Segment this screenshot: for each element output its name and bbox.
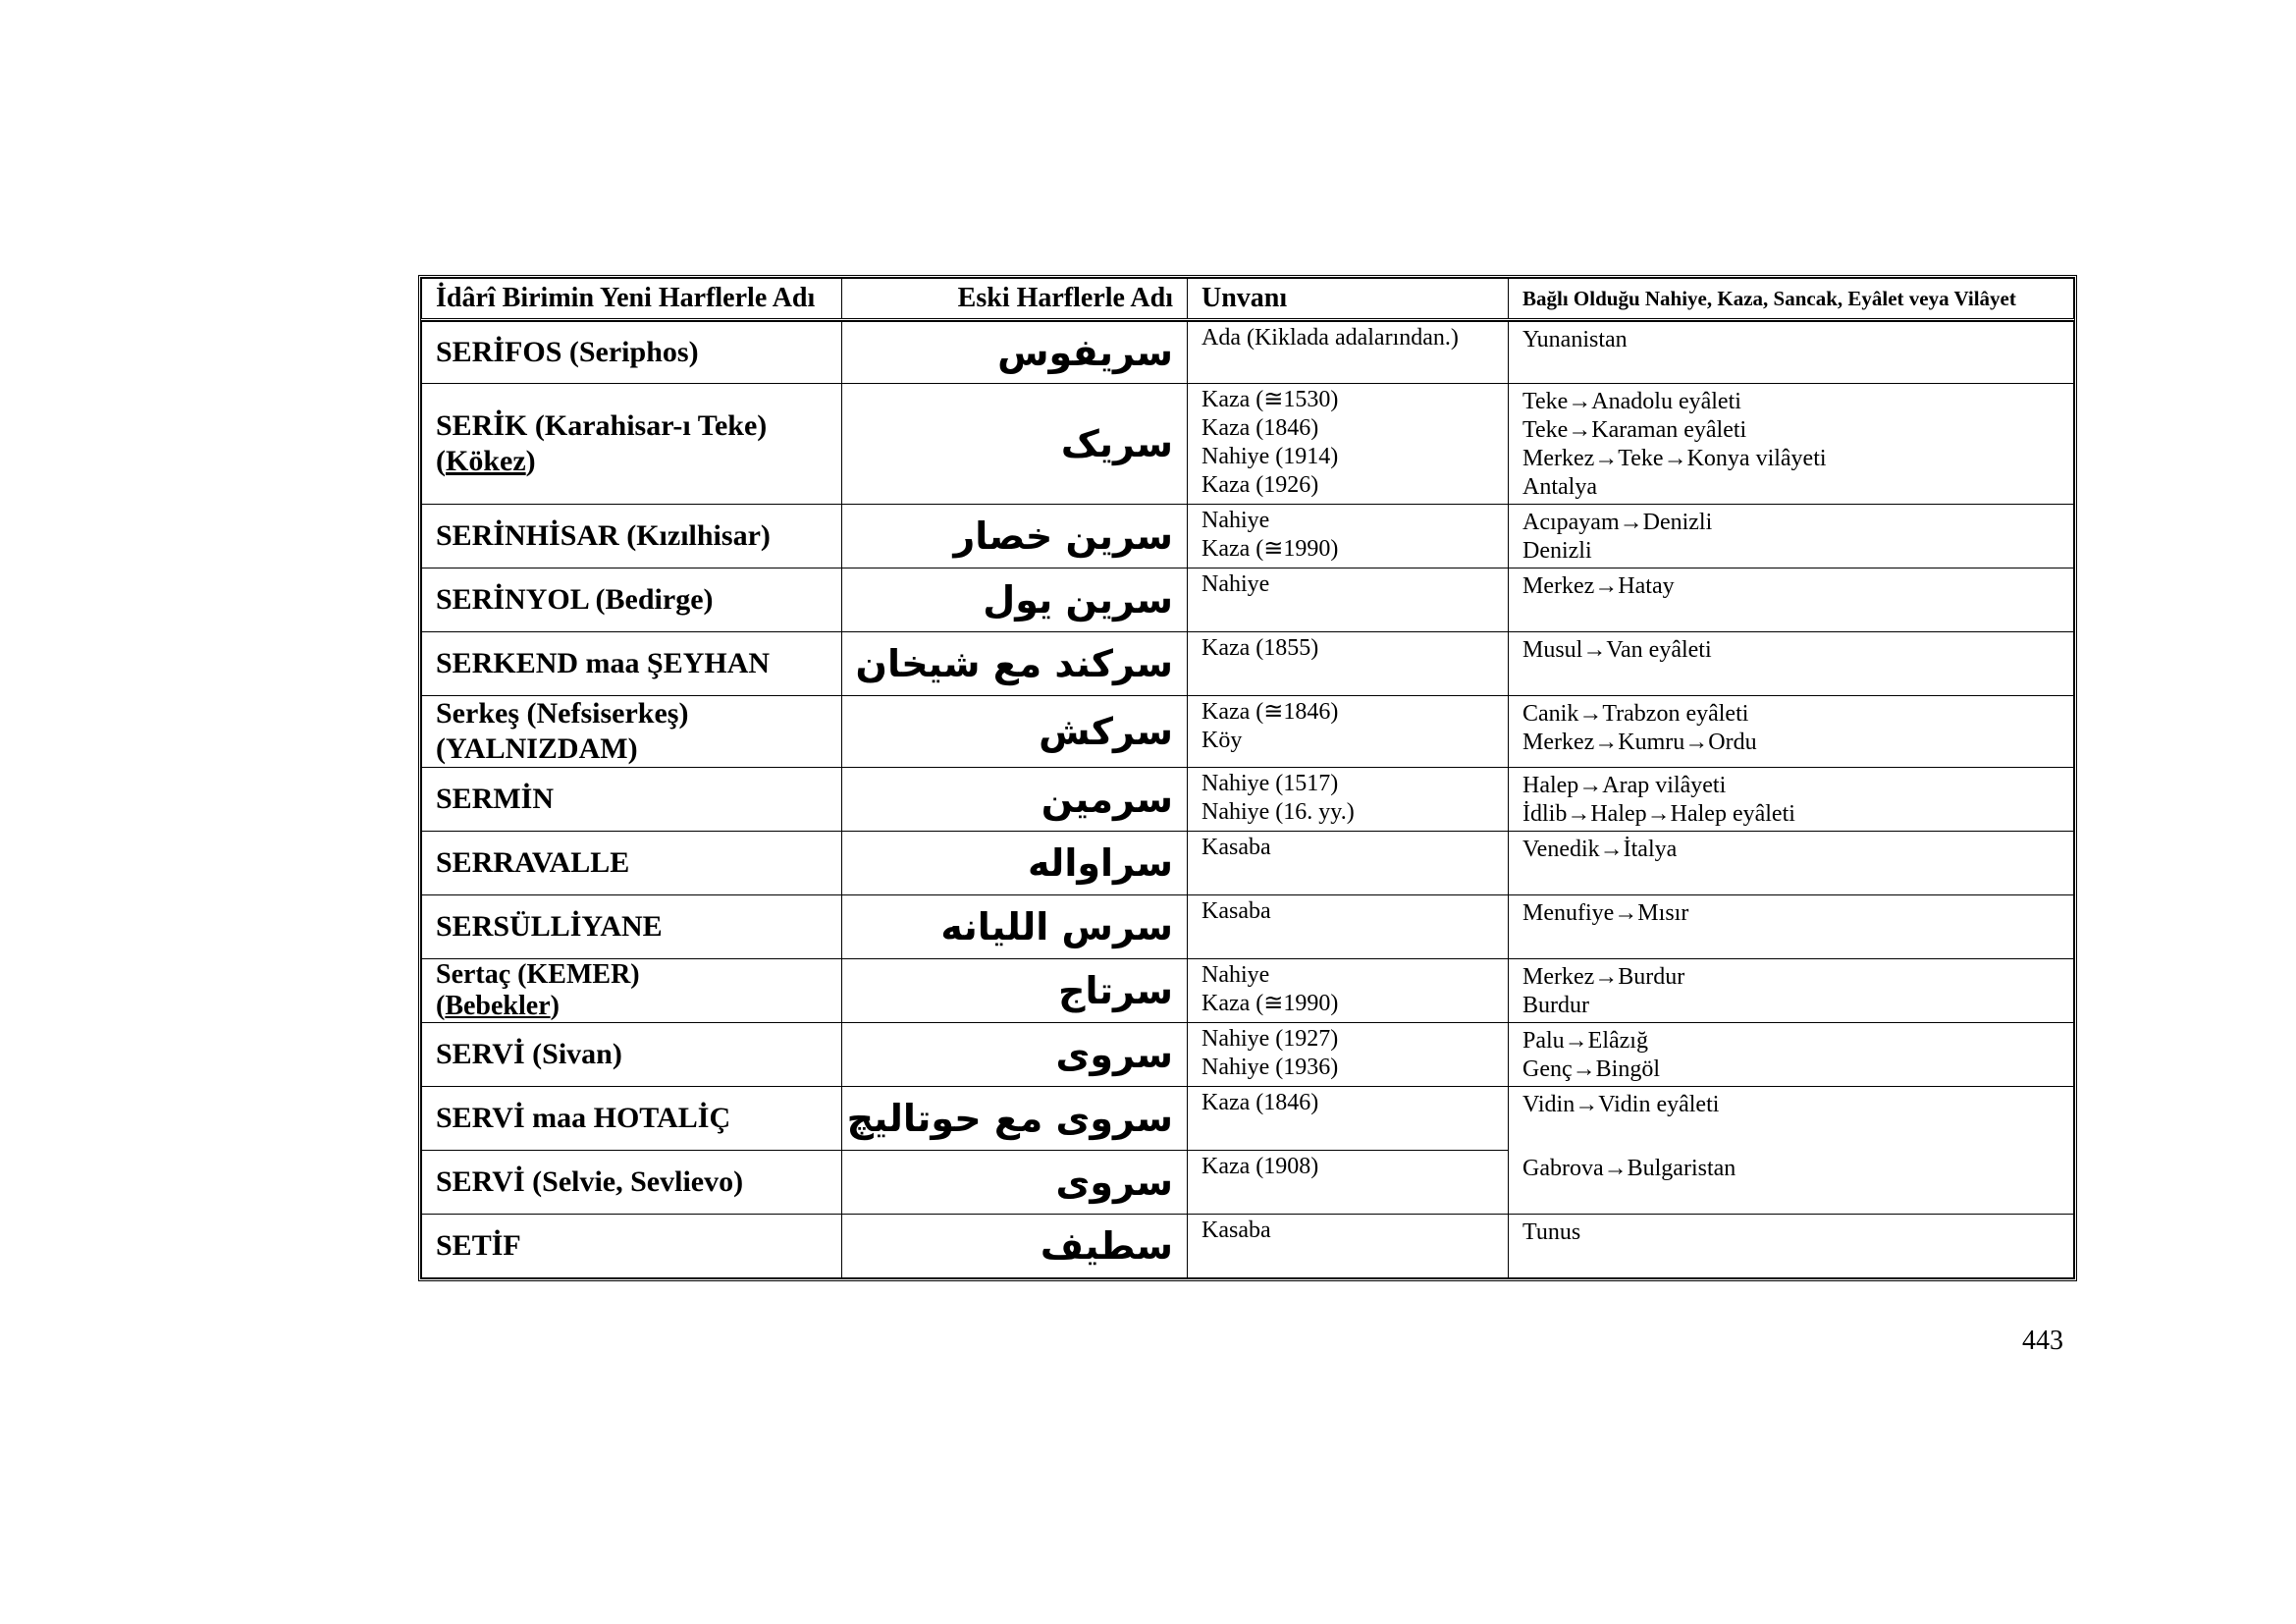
title-entry: Nahiye (16. yy.) bbox=[1201, 799, 1355, 825]
new-name-cell bbox=[422, 1023, 842, 1087]
new-name-cell bbox=[422, 384, 842, 505]
affiliation-cell bbox=[1509, 1023, 2074, 1087]
header-affiliation: Bağlı Olduğu Nahiye, Kaza, Sancak, Eyâlet veya Vilâyet bbox=[1509, 279, 2074, 320]
title-entry: Kaza (1855) bbox=[1201, 635, 1319, 661]
affiliation-entry: Venedik→İtalya bbox=[1522, 837, 1678, 862]
title-cell bbox=[1188, 322, 1509, 384]
table-row bbox=[422, 322, 2074, 384]
old-name-cell: سرين يول bbox=[842, 568, 1188, 632]
affiliation-entry: Yunanistan bbox=[1522, 327, 1628, 352]
title-entry: Nahiye bbox=[1201, 962, 1270, 988]
title-entry: Ada (Kiklada adalarından.) bbox=[1201, 325, 1459, 351]
new-name-cell bbox=[422, 632, 842, 696]
old-name-cell: سريک bbox=[842, 384, 1188, 505]
title-entry: Kasaba bbox=[1201, 1218, 1271, 1243]
affiliation-entry: Merkez→Kumru→Ordu bbox=[1522, 730, 1757, 755]
title-entry: Kaza (1926) bbox=[1201, 472, 1319, 498]
new-name-alt: (Bebekler) bbox=[436, 991, 560, 1021]
affiliation-cell bbox=[1509, 505, 2074, 568]
new-name: SERVİ (Selvie, Sevlievo) bbox=[436, 1165, 744, 1198]
old-name-cell: سريفوس bbox=[842, 322, 1188, 384]
title-cell bbox=[1188, 505, 1509, 568]
affiliation-entry: Vidin→Vidin eyâleti bbox=[1522, 1092, 1720, 1117]
affiliation-entry: Tunus bbox=[1522, 1219, 1581, 1245]
new-name-alt: (Kökez) bbox=[436, 445, 536, 477]
header-new-name: İdârî Birimin Yeni Harflerle Adı bbox=[422, 279, 842, 320]
new-name: SERMİN bbox=[436, 783, 555, 815]
affiliation-entry: Canik→Trabzon eyâleti bbox=[1522, 701, 1749, 727]
affiliation-cell bbox=[1509, 1087, 2074, 1151]
new-name: SERVİ (Sivan) bbox=[436, 1038, 622, 1070]
affiliation-entry: Denizli bbox=[1522, 538, 1592, 564]
old-name-cell: سرمين bbox=[842, 768, 1188, 832]
affiliation-entry: İdlib→Halep→Halep eyâleti bbox=[1522, 801, 1795, 827]
new-name-cell bbox=[422, 832, 842, 895]
title-entry: Kasaba bbox=[1201, 835, 1271, 860]
new-name: Serkeş (Nefsiserkeş) bbox=[436, 697, 689, 730]
affiliation-cell bbox=[1509, 768, 2074, 832]
title-cell bbox=[1188, 768, 1509, 832]
table-row bbox=[422, 959, 2074, 1023]
old-name-cell: سركند مع شيخان bbox=[842, 632, 1188, 696]
old-name-cell: سرس الليانه bbox=[842, 895, 1188, 959]
new-name-cell bbox=[422, 1151, 842, 1215]
affiliation-entry: Teke→Anadolu eyâleti bbox=[1522, 389, 1741, 414]
title-cell bbox=[1188, 832, 1509, 895]
new-name: SERSÜLLİYANE bbox=[436, 910, 663, 943]
affiliation-entry: Gabrova→Bulgaristan bbox=[1522, 1155, 1736, 1181]
affiliation-cell bbox=[1509, 568, 2074, 632]
new-name-cell bbox=[422, 768, 842, 832]
title-cell bbox=[1188, 1023, 1509, 1087]
new-name-cell bbox=[422, 1215, 842, 1278]
table-row bbox=[422, 768, 2074, 832]
new-name-cell bbox=[422, 322, 842, 384]
old-name-cell: سروى bbox=[842, 1151, 1188, 1215]
affiliation-entry: Acıpayam→Denizli bbox=[1522, 510, 1713, 535]
title-cell bbox=[1188, 895, 1509, 959]
old-name-cell: سراواله bbox=[842, 832, 1188, 895]
title-cell bbox=[1188, 1087, 1509, 1151]
affiliation-entry: Palu→Elâzığ bbox=[1522, 1028, 1648, 1054]
title-entry: Kaza (1908) bbox=[1201, 1154, 1319, 1179]
new-name-cell bbox=[422, 696, 842, 768]
new-name: SERİNYOL (Bedirge) bbox=[436, 583, 714, 616]
affiliation-entry: Halep→Arap vilâyeti bbox=[1522, 773, 1727, 798]
new-name: Sertaç (KEMER) bbox=[436, 959, 640, 990]
table-row bbox=[422, 1087, 2074, 1151]
affiliation-entry: Genç→Bingöl bbox=[1522, 1056, 1660, 1082]
affiliation-entry: Teke→Karaman eyâleti bbox=[1522, 417, 1747, 443]
new-name-cell bbox=[422, 959, 842, 1023]
title-entry: Kaza (1846) bbox=[1201, 1090, 1319, 1115]
place-names-table bbox=[418, 275, 2077, 1281]
title-entry: Nahiye bbox=[1201, 508, 1270, 533]
table-row bbox=[422, 895, 2074, 959]
title-entry: Nahiye (1936) bbox=[1201, 1055, 1339, 1080]
new-name: SERRAVALLE bbox=[436, 846, 630, 879]
new-name: SERİFOS (Seriphos) bbox=[436, 336, 699, 368]
affiliation-cell bbox=[1509, 959, 2074, 1023]
page-number: 443 bbox=[2022, 1326, 2063, 1356]
title-cell bbox=[1188, 1215, 1509, 1278]
old-name-cell: سرتاج bbox=[842, 959, 1188, 1023]
table-row bbox=[422, 384, 2074, 505]
affiliation-entry: Merkez→Teke→Konya vilâyeti bbox=[1522, 446, 1827, 471]
new-name-cell bbox=[422, 895, 842, 959]
new-name: SERİNHİSAR (Kızılhisar) bbox=[436, 519, 771, 552]
table-row bbox=[422, 696, 2074, 768]
title-entry: Nahiye (1927) bbox=[1201, 1026, 1339, 1052]
old-name-cell: سركش bbox=[842, 696, 1188, 768]
table-row bbox=[422, 568, 2074, 632]
table-row bbox=[422, 1023, 2074, 1087]
affiliation-cell bbox=[1509, 895, 2074, 959]
title-cell bbox=[1188, 696, 1509, 768]
header-title: Unvanı bbox=[1188, 279, 1509, 320]
title-entry: Kaza (≅1990) bbox=[1201, 536, 1339, 562]
table-row bbox=[422, 1151, 2074, 1215]
affiliation-entry: Antalya bbox=[1522, 474, 1597, 500]
new-name: SERİK (Karahisar-ı Teke) bbox=[436, 409, 768, 442]
title-entry: Kaza (≅1990) bbox=[1201, 991, 1339, 1016]
table-row bbox=[422, 832, 2074, 895]
old-name-cell: سرين خصار bbox=[842, 505, 1188, 568]
affiliation-entry: Musul→Van eyâleti bbox=[1522, 637, 1712, 663]
title-cell bbox=[1188, 1151, 1509, 1215]
title-cell bbox=[1188, 384, 1509, 505]
title-entry: Nahiye (1914) bbox=[1201, 444, 1339, 469]
affiliation-cell bbox=[1509, 696, 2074, 768]
title-entry: Kaza (≅1846) bbox=[1201, 699, 1339, 725]
affiliation-entry: Merkez→Hatay bbox=[1522, 573, 1675, 599]
title-entry: Kasaba bbox=[1201, 898, 1271, 924]
affiliation-cell bbox=[1509, 1215, 2074, 1278]
affiliation-cell bbox=[1509, 322, 2074, 384]
title-entry: Kaza (≅1530) bbox=[1201, 387, 1339, 412]
affiliation-cell bbox=[1509, 632, 2074, 696]
old-name-cell: سروى bbox=[842, 1023, 1188, 1087]
table-row bbox=[422, 505, 2074, 568]
table-row bbox=[422, 632, 2074, 696]
affiliation-entry: Burdur bbox=[1522, 993, 1589, 1018]
old-name-cell: سروى مع حوتاليچ bbox=[842, 1087, 1188, 1151]
affiliation-cell bbox=[1509, 384, 2074, 505]
old-name-cell: سطيف bbox=[842, 1215, 1188, 1278]
new-name: SERVİ maa HOTALİÇ bbox=[436, 1102, 731, 1134]
title-cell bbox=[1188, 959, 1509, 1023]
title-cell bbox=[1188, 632, 1509, 696]
affiliation-entry: Merkez→Burdur bbox=[1522, 964, 1685, 990]
affiliation-cell bbox=[1509, 832, 2074, 895]
new-name: SETİF bbox=[436, 1229, 521, 1262]
title-entry: Köy bbox=[1201, 728, 1243, 753]
table-header-row bbox=[422, 279, 2074, 320]
table-row bbox=[422, 1215, 2074, 1278]
title-entry: Kaza (1846) bbox=[1201, 415, 1319, 441]
affiliation-entry: Menufiye→Mısır bbox=[1522, 900, 1689, 926]
title-entry: Nahiye (1517) bbox=[1201, 771, 1339, 796]
new-name-cell bbox=[422, 568, 842, 632]
header-old-name: Eski Harflerle Adı bbox=[842, 279, 1188, 320]
new-name-cell bbox=[422, 1087, 842, 1151]
new-name-cell bbox=[422, 505, 842, 568]
new-name-alt: (YALNIZDAM) bbox=[436, 732, 638, 765]
title-cell bbox=[1188, 568, 1509, 632]
title-entry: Nahiye bbox=[1201, 571, 1270, 597]
new-name: SERKEND maa ŞEYHAN bbox=[436, 647, 771, 679]
affiliation-cell bbox=[1509, 1151, 2074, 1215]
